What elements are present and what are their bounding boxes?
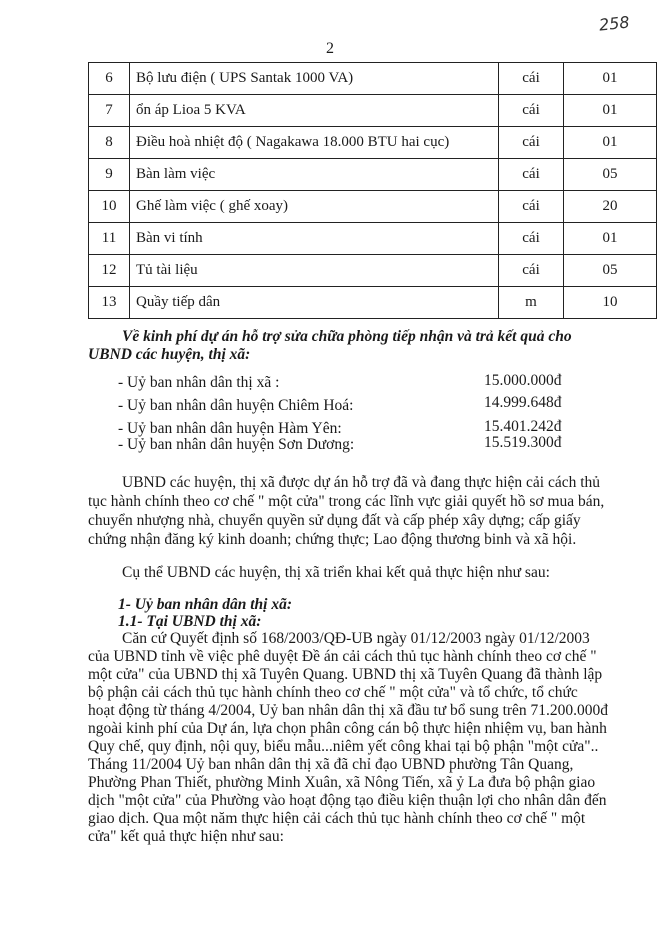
item-unit: cái <box>499 63 564 95</box>
paragraph3-line8: Tháng 11/2004 Uỷ ban nhân dân thị xã đã chỉ đạo UBND phường Tân Quang, <box>88 756 574 773</box>
item-quantity: 05 <box>564 159 657 191</box>
funding-heading-line1: Về kinh phí dự án hỗ trợ sửa chữa phòng tiếp nhận và trả kết quả cho <box>122 328 572 345</box>
item-unit: cái <box>499 223 564 255</box>
handwritten-page-mark: 258 <box>598 12 631 35</box>
table-row <box>89 191 657 223</box>
item-unit: m <box>499 287 564 319</box>
item-quantity: 05 <box>564 255 657 287</box>
table-row <box>89 63 657 95</box>
row-number: 6 <box>89 63 130 95</box>
item-name: Bàn vi tính <box>130 223 499 255</box>
item-unit: cái <box>499 95 564 127</box>
item-unit: cái <box>499 255 564 287</box>
item-quantity: 10 <box>564 287 657 319</box>
paragraph3-line12: cửa" kết quả thực hiện như sau: <box>88 828 284 845</box>
item-name: Bàn làm việc <box>130 159 499 191</box>
table-row <box>89 127 657 159</box>
item-quantity: 01 <box>564 223 657 255</box>
funding-amount-ham-yen: 15.401.242đ <box>484 418 562 435</box>
item-name: Ghế làm việc ( ghế xoay) <box>130 191 499 223</box>
funding-amount-son-duong: 15.519.300đ <box>484 434 562 451</box>
paragraph3-line10: dịch "một cửa" của Phường vào hoạt động tạo điều kiện thuận lợi cho nhân dân đến <box>88 792 607 809</box>
table-row <box>89 95 657 127</box>
item-name: Quầy tiếp dân <box>130 287 499 319</box>
paragraph1-line1: UBND các huyện, thị xã được dự án hỗ trợ đã và đang thực hiện cải cách thủ <box>122 474 601 491</box>
funding-label-thi-xa: - Uỷ ban nhân dân thị xã : <box>118 374 280 391</box>
funding-heading-line2: UBND các huyện, thị xã: <box>88 346 251 363</box>
paragraph2: Cụ thể UBND các huyện, thị xã triển khai kết quả thực hiện như sau: <box>122 564 550 581</box>
item-name: Điều hoà nhiệt độ ( Nagakawa 18.000 BTU hai cục) <box>130 127 499 159</box>
item-name: Tủ tài liệu <box>130 255 499 287</box>
row-number: 12 <box>89 255 130 287</box>
paragraph3-line4: bộ phận cải cách thủ tục hành chính theo cơ chế " một cửa" và tổ chức, tổ chức <box>88 684 578 701</box>
funding-amount-chiem-hoa: 14.999.648đ <box>484 394 562 411</box>
table-row <box>89 255 657 287</box>
row-number: 13 <box>89 287 130 319</box>
equipment-table-body <box>89 63 657 319</box>
paragraph3-line6: ngoài kinh phí của Dự án, lựa chọn phân công cán bộ thực hiện nhiệm vụ, ban hành <box>88 720 607 737</box>
item-quantity: 01 <box>564 127 657 159</box>
paragraph1-line3: chuyển nhượng nhà, chuyển quyền sử dụng đất và cấp phép xây dựng; cấp giấy <box>88 512 581 529</box>
row-number: 11 <box>89 223 130 255</box>
row-number: 10 <box>89 191 130 223</box>
item-name: ổn áp Lioa 5 KVA <box>130 95 499 127</box>
paragraph3-line11: giao dịch. Qua một năm thực hiện cải cách thủ tục hành chính theo cơ chế " một <box>88 810 586 827</box>
funding-amount-thi-xa: 15.000.000đ <box>484 372 562 389</box>
paragraph1-line4: chứng nhận đăng ký kinh doanh; chứng thực; Lao động thương binh và xã hội. <box>88 531 577 548</box>
paragraph3-line9: Phường Phan Thiết, phường Minh Xuân, xã Nông Tiến, xã ỷ La đưa bộ phận giao <box>88 774 596 791</box>
item-quantity: 01 <box>564 95 657 127</box>
paragraph3-line2: của UBND tỉnh về việc phê duyệt Đề án cải cách thủ tục hành chính theo cơ chế " <box>88 648 597 665</box>
paragraph3-line5: hoạt động từ tháng 4/2004, Uỷ ban nhân dân thị xã đầu tư bổ sung trên 71.200.000đ <box>88 702 609 719</box>
paragraph3-line7: Quy chế, quy định, nội quy, biểu mẫu...niêm yết công khai tại bộ phận "một cửa".. <box>88 738 599 755</box>
item-unit: cái <box>499 191 564 223</box>
section1-heading: 1- Uỷ ban nhân dân thị xã: <box>118 596 292 613</box>
row-number: 9 <box>89 159 130 191</box>
funding-label-ham-yen: - Uỷ ban nhân dân huyện Hàm Yên: <box>118 420 342 437</box>
table-row <box>89 223 657 255</box>
row-number: 8 <box>89 127 130 159</box>
item-quantity: 20 <box>564 191 657 223</box>
item-unit: cái <box>499 127 564 159</box>
paragraph3-line1: Căn cứ Quyết định số 168/2003/QĐ-UB ngày 01/12/2003 ngày 01/12/2003 <box>122 630 590 647</box>
paragraph3-line3: một cửa" của UBND thị xã Tuyên Quang. UBND thị xã Tuyên Quang đã thành lập <box>88 666 603 683</box>
row-number: 7 <box>89 95 130 127</box>
table-row <box>89 287 657 319</box>
table-row <box>89 159 657 191</box>
funding-label-chiem-hoa: - Uỷ ban nhân dân huyện Chiêm Hoá: <box>118 397 354 414</box>
item-name: Bộ lưu điện ( UPS Santak 1000 VA) <box>130 63 499 95</box>
funding-label-son-duong: - Uỷ ban nhân dân huyện Sơn Dương: <box>118 436 355 453</box>
paragraph1-line2: tục hành chính theo cơ chế " một cửa" trong các lĩnh vực giải quyết hồ sơ mua bán, <box>88 493 605 510</box>
page-number: 2 <box>326 40 334 57</box>
item-quantity: 01 <box>564 63 657 95</box>
item-unit: cái <box>499 159 564 191</box>
equipment-table <box>88 62 657 319</box>
section1-1-heading: 1.1- Tại UBND thị xã: <box>118 613 262 630</box>
